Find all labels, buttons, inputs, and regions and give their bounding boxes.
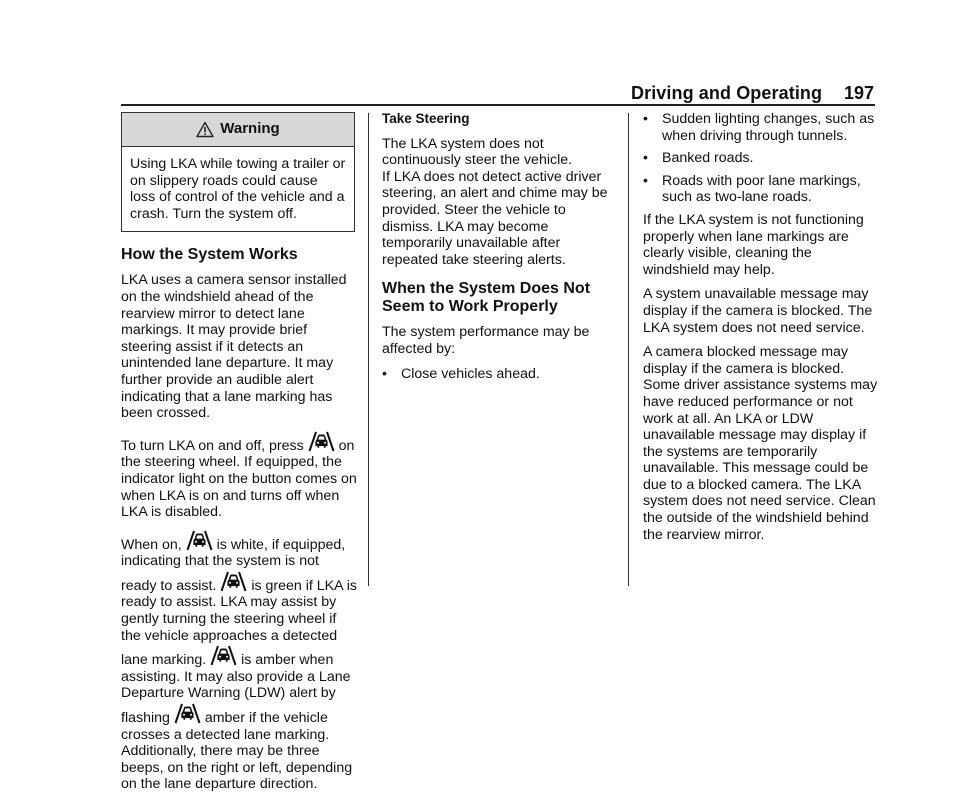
paragraph-text: If LKA does not detect active driver steering, an alert and chime may be provided. Steer the vehicle to dismiss. LKA may become temporarily unavailable after repeated take steering alerts. — [382, 168, 608, 268]
paragraph-text: is green if LKA is ready to assist. LKA may assist by gently turning the steering wheel if the vehicle approaches a detected lane marking. — [121, 577, 357, 669]
list-item — [643, 173, 879, 206]
paragraph: A camera blocked message may display if the camera is blocked. Some driver assistance systems may have reduced performance or not work at all. An LKA or LDW unavailable message may display if the systems are temporarily unavailable. This message could be due to a blocked camera. The LKA system does not need service. Clean the outside of the windshield behind the rearview mirror. — [643, 344, 878, 543]
column-2 — [382, 111, 618, 388]
bullet-marker: • — [643, 150, 648, 167]
warning-title: Warning — [220, 120, 280, 138]
paragraph: If the LKA system is not functioning properly when lane markings are clearly visible, cleaning the windshield may help. — [643, 211, 864, 278]
column-3 — [643, 111, 879, 551]
lane-keep-assist-icon — [220, 570, 247, 592]
list-item — [382, 366, 618, 383]
list-item — [643, 150, 879, 167]
paragraph-text: is amber when assisting. It may also provide a Lane Departure Warning (LDW) alert by flashing — [121, 652, 351, 727]
heading-how-system-works: How the System Works — [121, 246, 298, 264]
paragraph — [121, 529, 357, 793]
list-item-text: Banked roads. — [662, 150, 754, 167]
page-section-title: Driving and Operating — [631, 83, 823, 103]
paragraph — [121, 430, 357, 521]
column-divider — [368, 113, 369, 586]
bullet-marker: • — [382, 365, 387, 382]
paragraph: LKA uses a camera sensor installed on the windshield ahead of the rearview mirror to detect lane markings. It may provide brief steering assist if it detects an unintended lane departure. It may further provide an audible alert indicating that a lane marking has been crossed. — [121, 272, 347, 422]
header-rule — [121, 104, 875, 106]
lane-keep-assist-icon — [186, 529, 213, 551]
warning-text: Using LKA while towing a trailer or on slippery roads could cause loss of control of the vehicle and a crash. Turn the system off. — [130, 156, 346, 222]
paragraph-text: is white, if equipped, indicating that the system is not ready to assist. — [121, 536, 346, 594]
list-item-text: Close vehicles ahead. — [401, 365, 540, 382]
warning-header — [122, 113, 354, 147]
heading-system-not-working: When the System Does Not Seem to Work Properly — [382, 280, 591, 316]
paragraph-text: amber if the vehicle crosses a detected lane marking. Additionally, there may be three beeps, on the right or left, depending on the lane departure direction. — [121, 710, 353, 793]
paragraph-text: The LKA system does not continuously steer the vehicle. — [382, 135, 573, 169]
column-divider — [628, 113, 629, 586]
lane-keep-assist-icon — [210, 644, 237, 666]
paragraph: The system performance may be affected by: — [382, 324, 590, 357]
paragraph — [382, 136, 618, 269]
warning-triangle-icon — [196, 121, 214, 138]
paragraph: A system unavailable message may display if the camera is blocked. The LKA system does not need service. — [643, 286, 873, 336]
lane-keep-assist-icon — [308, 430, 335, 452]
warning-box — [121, 112, 355, 232]
paragraph-text: on the steering wheel. If equipped, the indicator light on the button comes on when LKA is on and turns off when LKA is disabled. — [121, 437, 357, 521]
paragraph-text: To turn LKA on and off, press — [121, 437, 304, 454]
list-item — [643, 111, 879, 144]
bullet-marker: • — [643, 172, 648, 189]
subheading-take-steering: Take Steering — [382, 111, 470, 126]
column-1 — [121, 112, 357, 801]
lane-keep-assist-icon — [174, 702, 201, 724]
bullet-marker: • — [643, 111, 648, 127]
list-item-text: Roads with poor lane markings, such as two-lane roads. — [662, 172, 861, 206]
list-item-text: Sudden lighting changes, such as when driving through tunnels. — [662, 111, 875, 144]
paragraph-text: When on, — [121, 536, 182, 553]
page-number: 197 — [844, 83, 875, 103]
